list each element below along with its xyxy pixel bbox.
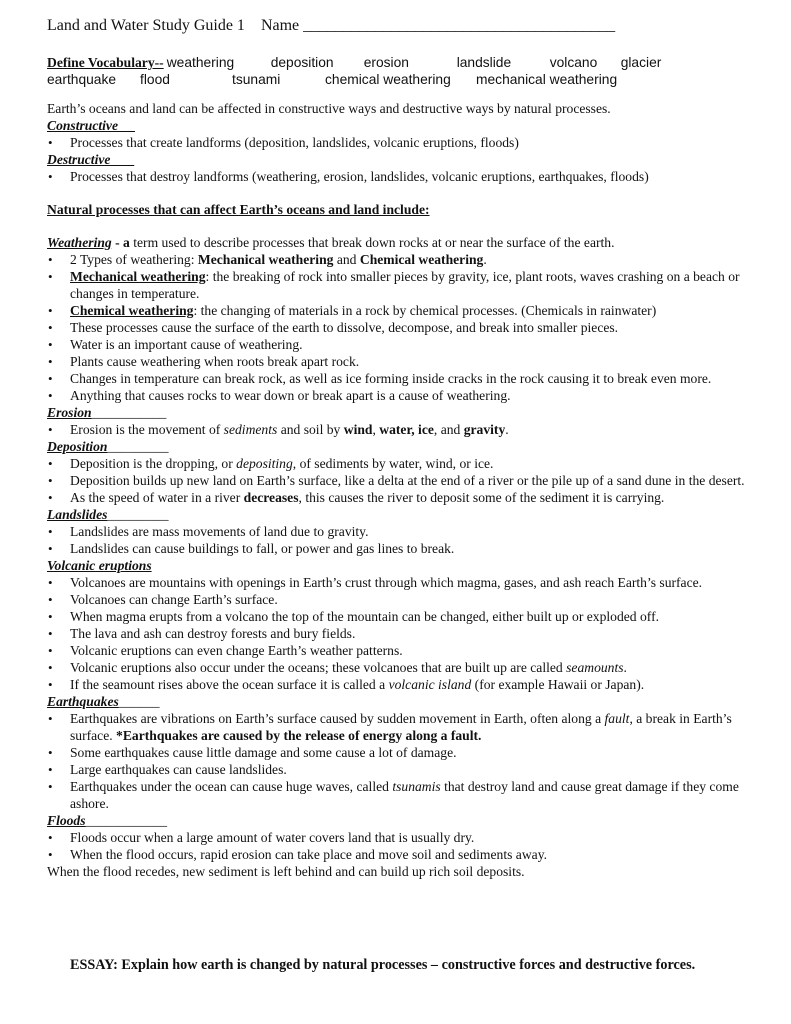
natural-processes-heading: Natural processes that can affect Earth’s oceans and land include: bbox=[47, 202, 430, 217]
landslides-section: Landslides_________ • Landslides are mass movements of land due to gravity. • Landslides can cause buildings to fall, or power and gas lines to break. bbox=[47, 506, 757, 557]
list-item: • Landslides can cause buildings to fall, or power and gas lines to break. bbox=[47, 540, 757, 557]
weathering-section: Weathering - a term used to describe processes that break down rocks at or near the surface of the earth. • 2 Types of weathering: Mechanical weathering and Chemical weathering. • Mechanical weathering: the breaking of rock into smaller pieces by gravity, ice, plant roots, waves crashing on a beach or changes in temperature. • Chemical weathering: the changing of materials in a rock by chemical processes. (Chemicals in rainwater) • These processes cause the surface of the earth to dissolve, decompose, and break into smaller pieces. • Water is an important cause of weathering. • Plants cause weathering when roots break apart rock. • Changes in temperature can break rock, as well as ice forming inside cracks in the rock causing it to break even more. • Anything that causes rocks to wear down or break apart is a cause of weathering. bbox=[47, 234, 757, 404]
study-guide-page bbox=[47, 16, 757, 880]
floods-closing-text: When the flood recedes, new sediment is left behind and can build up rich soil deposits. bbox=[47, 864, 525, 879]
floods-heading: Floods bbox=[47, 813, 86, 828]
vocab-word: glacier bbox=[620, 55, 662, 70]
list-item: • Plants cause weathering when roots break apart rock. bbox=[47, 353, 757, 370]
list-item: • 2 Types of weathering: Mechanical weathering and Chemical weathering. bbox=[47, 251, 757, 268]
vocabulary-label: Define Vocabulary-- bbox=[47, 55, 164, 70]
list-item: • Erosion is the movement of sediments and soil by wind, water, ice, and gravity. bbox=[47, 421, 757, 438]
list-item: • Some earthquakes cause little damage and some cause a lot of damage. bbox=[47, 744, 757, 761]
list-item: • Earthquakes are vibrations on Earth’s surface caused by sudden movement in Earth, often along a fault, a break in Earth’s surface. *Earthquakes are caused by the release of energy along a fault. bbox=[47, 710, 757, 744]
list-item: • Processes that destroy landforms (weathering, erosion, landslides, volcanic eruptions, earthquakes, floods) bbox=[47, 168, 757, 185]
list-item: • Processes that create landforms (deposition, landslides, volcanic eruptions, floods) bbox=[47, 134, 757, 151]
list-item: • As the speed of water in a river decreases, this causes the river to deposit some of the sediment it is carrying. bbox=[47, 489, 757, 506]
list-item: • When the flood occurs, rapid erosion can take place and move soil and sediments away. bbox=[47, 846, 757, 863]
page-title: Land and Water Study Guide 1 bbox=[47, 17, 245, 34]
title-line bbox=[47, 16, 757, 36]
essay-prompt: ESSAY: Explain how earth is changed by natural processes – constructive forces and destructive forces. bbox=[70, 957, 696, 973]
list-item: • Volcanoes can change Earth’s surface. bbox=[47, 591, 757, 608]
vocab-word: earthquake bbox=[47, 72, 117, 87]
vocab-word: deposition bbox=[270, 55, 334, 70]
floods-section: Floods____________ • Floods occur when a large amount of water covers land that is usually dry. • When the flood occurs, rapid erosion can take place and move soil and sediments away. When the flood recedes, new sediment is left behind and can build up rich soil deposits. bbox=[47, 812, 757, 880]
list-item: • Deposition is the dropping, or depositing, of sediments by water, wind, or ice. bbox=[47, 455, 757, 472]
list-item: • Water is an important cause of weathering. bbox=[47, 336, 757, 353]
deposition-heading: Deposition bbox=[47, 439, 108, 454]
weathering-heading: Weathering bbox=[47, 235, 112, 250]
list-item: • Volcanic eruptions also occur under the oceans; these volcanoes that are built up are called seamounts. bbox=[47, 659, 757, 676]
constructive-heading: Constructive bbox=[47, 118, 118, 133]
vocab-word: volcano bbox=[549, 55, 598, 70]
deposition-section: Deposition_________ • Deposition is the dropping, or depositing, of sediments by water, wind, or ice. • Deposition builds up new land on Earth’s surface, like a delta at the end of a river or the pile up of a sand dune in the desert. • As the speed of water in a river decreases, this causes the river to deposit some of the sediment it is carrying. bbox=[47, 438, 757, 506]
list-item: • The lava and ash can destroy forests and bury fields. bbox=[47, 625, 757, 642]
volcanic-heading: Volcanic eruptions bbox=[47, 558, 152, 573]
list-item: • Earthquakes under the ocean can cause huge waves, called tsunamis that destroy land and cause great damage if they come ashore. bbox=[47, 778, 757, 812]
vocab-word: weathering bbox=[166, 55, 235, 70]
vocab-word: erosion bbox=[363, 55, 409, 70]
name-blank[interactable]: _______________________________________ bbox=[303, 17, 616, 34]
list-item: • Volcanic eruptions can even change Earth’s weather patterns. bbox=[47, 642, 757, 659]
vocab-word: chemical weathering bbox=[325, 72, 451, 87]
earthquakes-section: Earthquakes______ • Earthquakes are vibrations on Earth’s surface caused by sudden movement in Earth, often along a fault, a break in Earth’s surface. *Earthquakes are caused by the release of energy along a fault. • Some earthquakes cause little damage and some cause a lot of damage. • Large earthquakes can cause landslides. • Earthquakes under the ocean can cause huge waves, called tsunamis that destroy land and cause great damage if they come ashore. bbox=[47, 693, 757, 812]
volcanic-section bbox=[47, 557, 757, 693]
erosion-section: Erosion___________ • Erosion is the movement of sediments and soil by wind, water, ice, and gravity. bbox=[47, 404, 757, 438]
list-item: • If the seamount rises above the ocean surface it is called a volcanic island (for example Hawaii or Japan). bbox=[47, 676, 757, 693]
vocab-word: landslide bbox=[456, 55, 512, 70]
vocab-word: tsunami bbox=[232, 72, 281, 87]
list-item: • These processes cause the surface of the earth to dissolve, decompose, and break into smaller pieces. bbox=[47, 319, 757, 336]
intro-text: Earth’s oceans and land can be affected in constructive ways and destructive ways by natural processes. bbox=[47, 101, 611, 116]
vocab-word: mechanical weathering bbox=[476, 72, 618, 87]
earthquakes-heading: Earthquakes bbox=[47, 694, 119, 709]
vocab-word: flood bbox=[140, 72, 170, 87]
landslides-heading: Landslides bbox=[47, 507, 108, 522]
list-item: • Changes in temperature can break rock, as well as ice forming inside cracks in the rock causing it to break even more. bbox=[47, 370, 757, 387]
list-item: • Volcanoes are mountains with openings in Earth’s crust through which magma, gases, and ash reach Earth’s surface. bbox=[47, 574, 757, 591]
vocabulary-section bbox=[47, 54, 757, 88]
erosion-heading: Erosion bbox=[47, 405, 92, 420]
list-item: • Mechanical weathering: the breaking of rock into smaller pieces by gravity, ice, plant roots, waves crashing on a beach or changes in temperature. bbox=[47, 268, 757, 302]
list-item: • Landslides are mass movements of land due to gravity. bbox=[47, 523, 757, 540]
list-item: • Floods occur when a large amount of water covers land that is usually dry. bbox=[47, 829, 757, 846]
list-item: • Large earthquakes can cause landslides. bbox=[47, 761, 757, 778]
list-item: • When magma erupts from a volcano the top of the mountain can be changed, either built up or exploded off. bbox=[47, 608, 757, 625]
list-item: • Anything that causes rocks to wear down or break apart is a cause of weathering. bbox=[47, 387, 757, 404]
list-item: • Chemical weathering: the changing of materials in a rock by chemical processes. (Chemicals in rainwater) bbox=[47, 302, 757, 319]
list-item: • Deposition builds up new land on Earth’s surface, like a delta at the end of a river or the pile up of a sand dune in the desert. bbox=[47, 472, 757, 489]
destructive-heading: Destructive bbox=[47, 152, 111, 167]
name-label: Name bbox=[260, 17, 300, 34]
